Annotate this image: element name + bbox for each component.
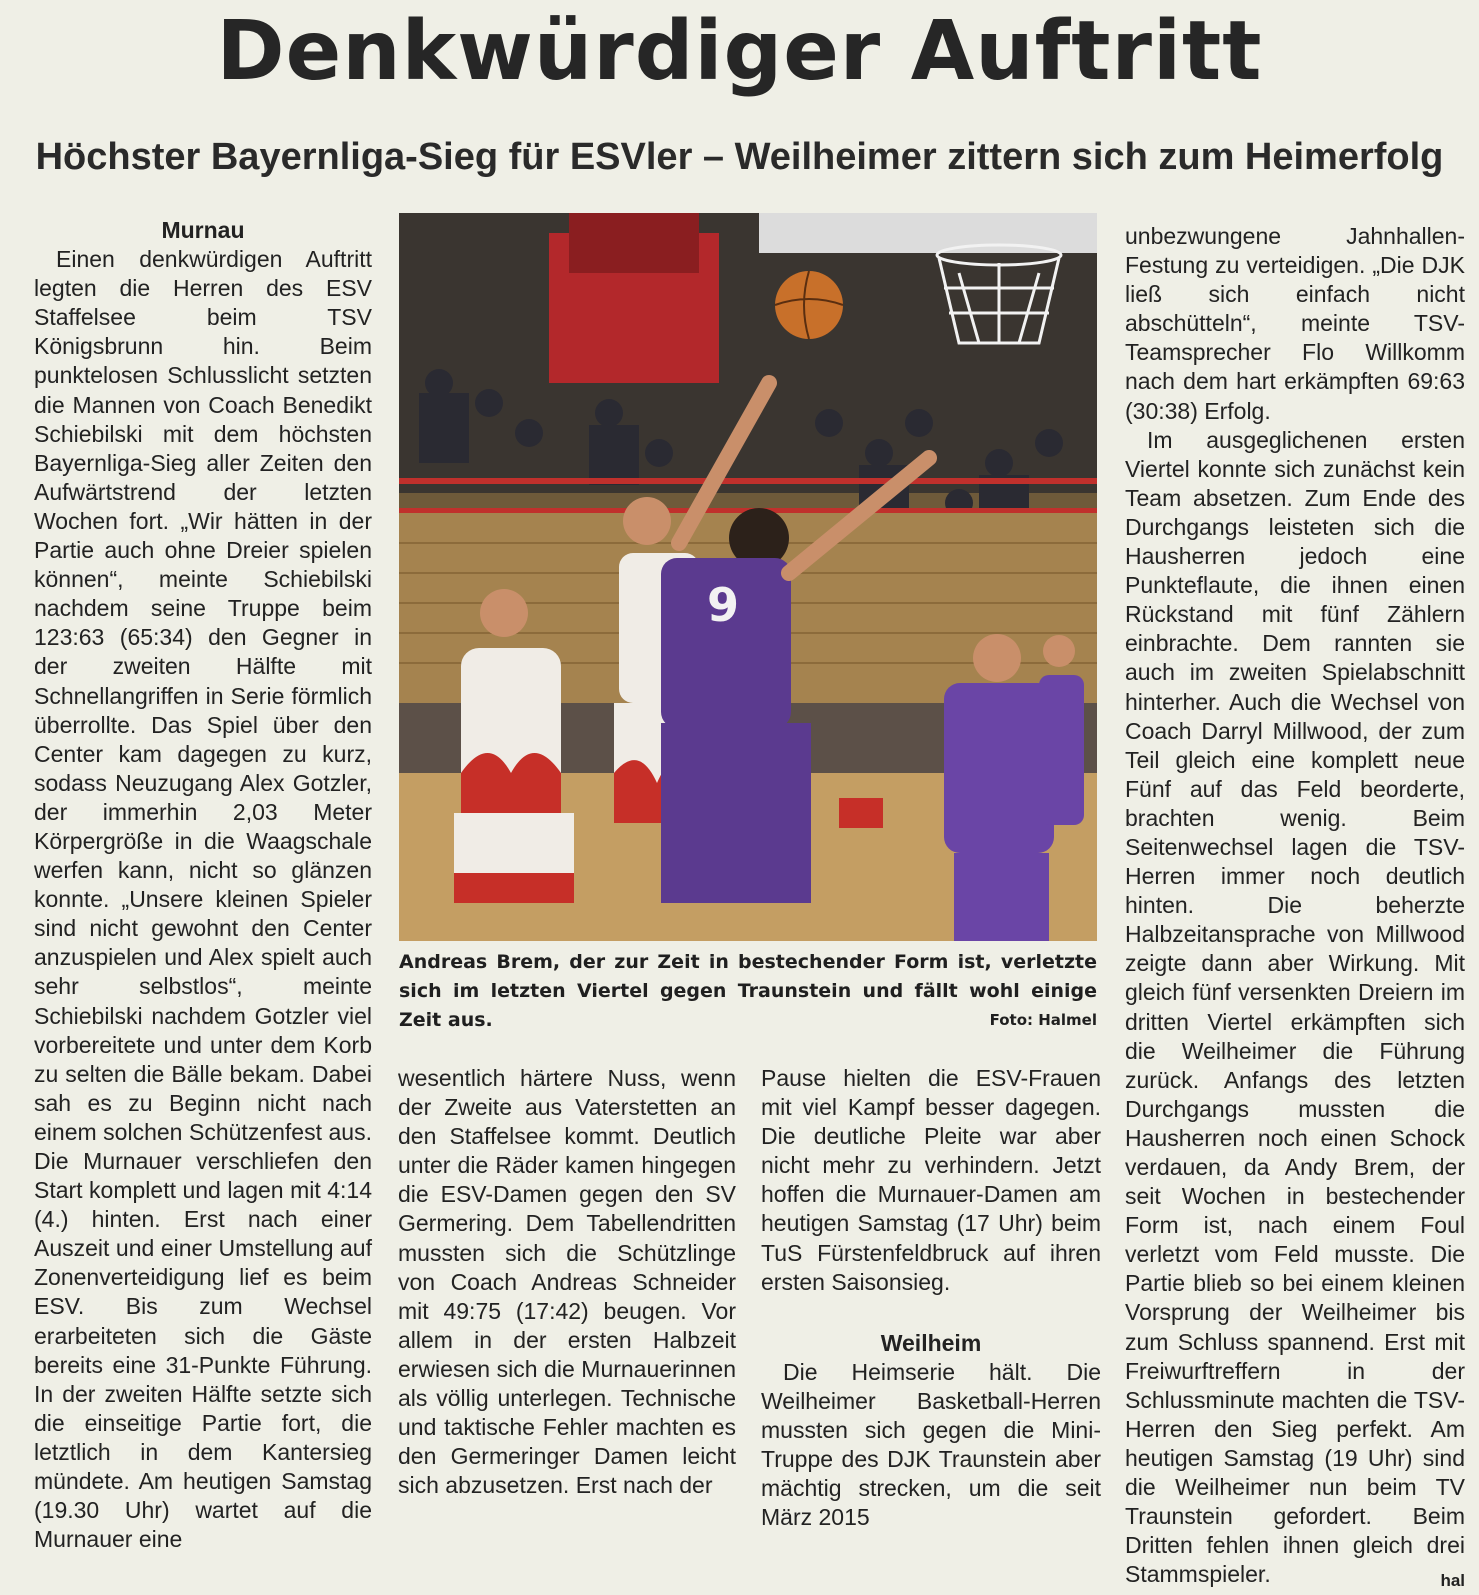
basketball-photo	[399, 213, 1097, 941]
jersey-number: 9	[707, 578, 740, 632]
weilheim-body-col4-p1: unbezwungene Jahnhallen-Festung zu verteidigen. „Die DJK ließ sich einfach nicht abschütteln“, meinte TSV-Teamsprecher Flo Willkomm nach dem hart erkämpften 69:63 (30:38) Erfolg.	[1125, 223, 1465, 424]
article-column-4	[1125, 222, 1465, 1595]
caption-text: Andreas Brem, der zur Zeit in bestechender Form ist, verletzte sich im letzten Viertel gegen Traunstein und fällt wohl einige Zeit aus.	[399, 951, 1097, 1031]
article-column-1	[34, 216, 372, 1554]
murnau-body-col2: wesentlich härtere Nuss, wenn der Zweite aus Vaterstetten an den Staffelsee kommt. Deutlich unter die Räder kamen hingegen die ESV-Damen gegen den SV Germering. Dem Tabellendritten mussten sich die Schützlinge von Coach Andreas Schneider mit 49:75 (17:42) beugen. Vor allem in der ersten Halbzeit erwiesen sich die Murnauerinnen als völlig unterlegen. Technische und taktische Fehler machten es den Germeringer Damen leicht sich abzusetzen. Erst nach der	[398, 1065, 736, 1499]
weilheim-body-col4-p2	[1125, 426, 1465, 1590]
article-column-2	[398, 1064, 736, 1500]
photo-caption	[399, 948, 1097, 1035]
weilheim-body-col3: Die Heimserie hält. Die Weilheimer Basketball-Herren mussten sich gegen die Mini-Truppe des DJK Traunstein aber mächtig strecken, um die seit März 2015	[761, 1358, 1101, 1531]
photo-illustration	[399, 213, 1097, 941]
headline: Denkwürdiger Auftritt	[216, 4, 1263, 99]
murnau-body-col1: Einen denkwürdigen Auftritt legten die Herren des ESV Staffelsee beim TSV Königsbrunn hin. Beim punktelosen Schlusslicht setzten die Mannen von Coach Benedikt Schiebilski mit dem höchsten Bayernliga-Sieg aller Zeiten den Aufwärtstrend der letzten Wochen fort. „Wir hätten in der Partie auch ohne Dreier spielen können“, meinte Schiebilski nachdem seine Truppe beim 123:63 (65:34) den Gegner in der zweiten Hälfte mit Schnellangriffen in Serie förmlich überrollte. Das Spiel über den Center kam dagegen zu kurz, sodass Neuzugang Alex Gotzler, der immerhin 2,03 Meter Körpergröße in die Waagschale werfen kann, nicht so glänzen konnte. „Unsere kleinen Spieler sind nicht gewohnt den Center anzuspielen und Alex spielt auch sehr selbstlos“, meinte Schiebilski nachdem Gotzler viel vorbereitete und unter dem Korb zu selten die Bälle bekam. Dabei sah es zu Beginn nicht nach einem solchen Schützenfest aus. Die Murnauer verschliefen den Start komplett und lagen mit 4:14 (4.) hinten. Erst nach einer Auszeit und einer Umstellung auf Zonenverteidigung lief es beim ESV. Bis zum Wechsel erarbeiteten sich die Gäste bereits eine 31-Punkte Führung. In der zweiten Hälfte setzte sich die einseitige Partie fort, die letztlich in dem Kantersieg mündete. Am heutigen Samstag (19.30 Uhr) wartet auf die Murnauer eine	[34, 246, 372, 1553]
article-column-3	[761, 1064, 1101, 1532]
weilheim-body-col4-p2-text: Im ausgeglichenen ersten Viertel konnte sich zunächst kein Team absetzen. Zum Ende des Durchgangs leisteten sich die Hausherren jedoch eine Punkteflaute, die ihnen einen Rückstand mit fünf Zählern einbrachte. Dem rannten sie auch im zweiten Spielabschnitt hinterher. Auch die Wechsel von Coach Darryl Millwood, der zum Teil gleich eine komplett neue Fünf auf das Feld beorderte, brachten wenig. Beim Seitenwechsel lagen die TSV-Herren immer noch deutlich hinten. Die beherzte Halbzeitansprache von Millwood zeigte dann aber Wirkung. Mit gleich fünf versenkten Dreiern im dritten Viertel erkämpften sich die Weilheimer die Führung zurück. Anfangs des letzten Durchgangs mussten die Hausherren noch einen Schock verdauen, da Andy Brem, der seit Wochen in bestechender Form ist, nach einem Foul verletzt vom Feld musste. Die Partie blieb so bei einem kleinen Vorsprung der Weilheimer bis zum Schluss spannend. Erst mit Freiwurftreffern in der Schlussminute machten die TSV-Herren den Sieg perfekt. Am heutigen Samstag (19 Uhr) sind die Weilheimer nun beim TV Traunstein gefordert. Beim Dritten fehlen ihnen gleich drei Stammspieler.	[1125, 426, 1465, 1588]
subheadline: Höchster Bayernliga-Sieg für ESVler – Weilheimer zittern sich zum Heimerfolg	[35, 136, 1444, 178]
author-signature: hal	[1440, 1571, 1465, 1591]
photo-credit: Foto: Halmel	[989, 1011, 1097, 1029]
murnau-body-col3: Pause hielten die ESV-Frauen mit viel Kampf besser dagegen. Die deutliche Pleite war aber nicht mehr zu verhindern. Jetzt hoffen die Murnauer-Damen am heutigen Samstag (17 Uhr) beim TuS Fürstenfeldbruck auf ihren ersten Saisonsieg.	[761, 1065, 1101, 1295]
dateline-weilheim: Weilheim	[880, 1329, 982, 1356]
dateline-murnau: Murnau	[161, 217, 245, 243]
